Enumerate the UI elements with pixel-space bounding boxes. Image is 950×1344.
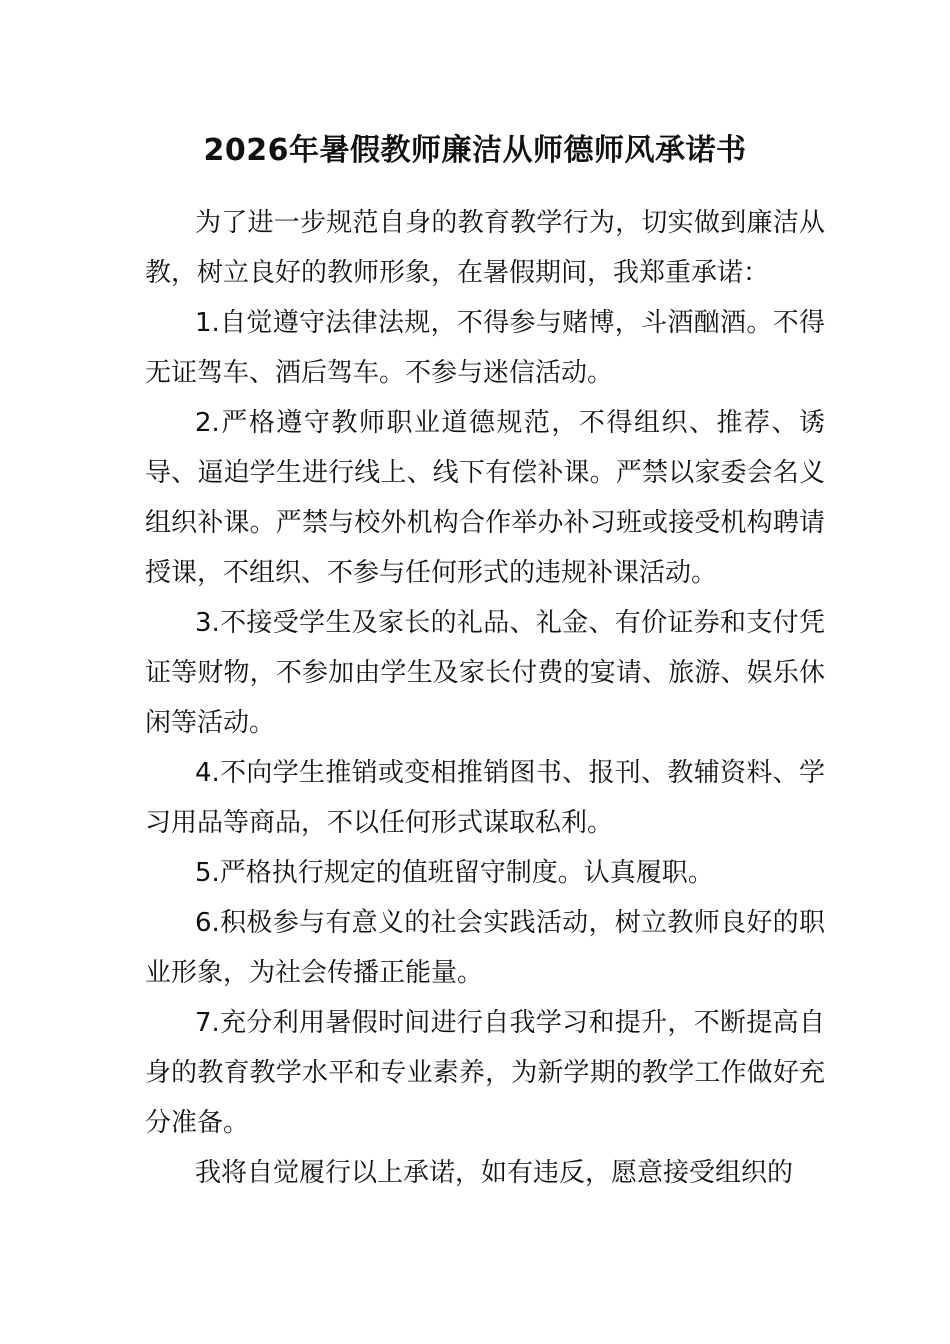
commitment-item-7: 7.充分利用暑假时间进行自我学习和提升，不断提高自身的教育教学水平和专业素养，为新学期的教学工作做好充分准备。 <box>145 1008 825 1138</box>
closing-paragraph: 我将自觉履行以上承诺，如有违反，愿意接受组织的 <box>195 1158 794 1188</box>
document-title: 2026年暑假教师廉洁从师德师风承诺书 <box>203 133 747 168</box>
commitment-item-2: 2.严格遵守教师职业道德规范，不得组织、推荐、诱导、逼迫学生进行线上、线下有偿补课。严禁以家委会名义组织补课。严禁与校外机构合作举办补习班或接受机构聘请授课，不组织、不参与任何形式的违规补课活动。 <box>145 408 825 588</box>
commitment-item-6: 6.积极参与有意义的社会实践活动，树立教师良好的职业形象，为社会传播正能量。 <box>145 908 825 988</box>
commitment-item-3: 3.不接受学生及家长的礼品、礼金、有价证券和支付凭证等财物，不参加由学生及家长付费的宴请、旅游、娱乐休闲等活动。 <box>145 608 825 738</box>
intro-paragraph: 为了进一步规范自身的教育教学行为，切实做到廉洁从教，树立良好的教师形象，在暑假期间，我郑重承诺： <box>145 208 825 288</box>
commitment-item-1: 1.自觉遵守法律法规，不得参与赌博，斗酒酗酒。不得无证驾车、酒后驾车。不参与迷信活动。 <box>145 308 825 388</box>
commitment-item-5: 5.严格执行规定的值班留守制度。认真履职。 <box>195 858 714 888</box>
commitment-item-4: 4.不向学生推销或变相推销图书、报刊、教辅资料、学习用品等商品，不以任何形式谋取私利。 <box>145 758 825 838</box>
document-body <box>145 198 825 1198</box>
